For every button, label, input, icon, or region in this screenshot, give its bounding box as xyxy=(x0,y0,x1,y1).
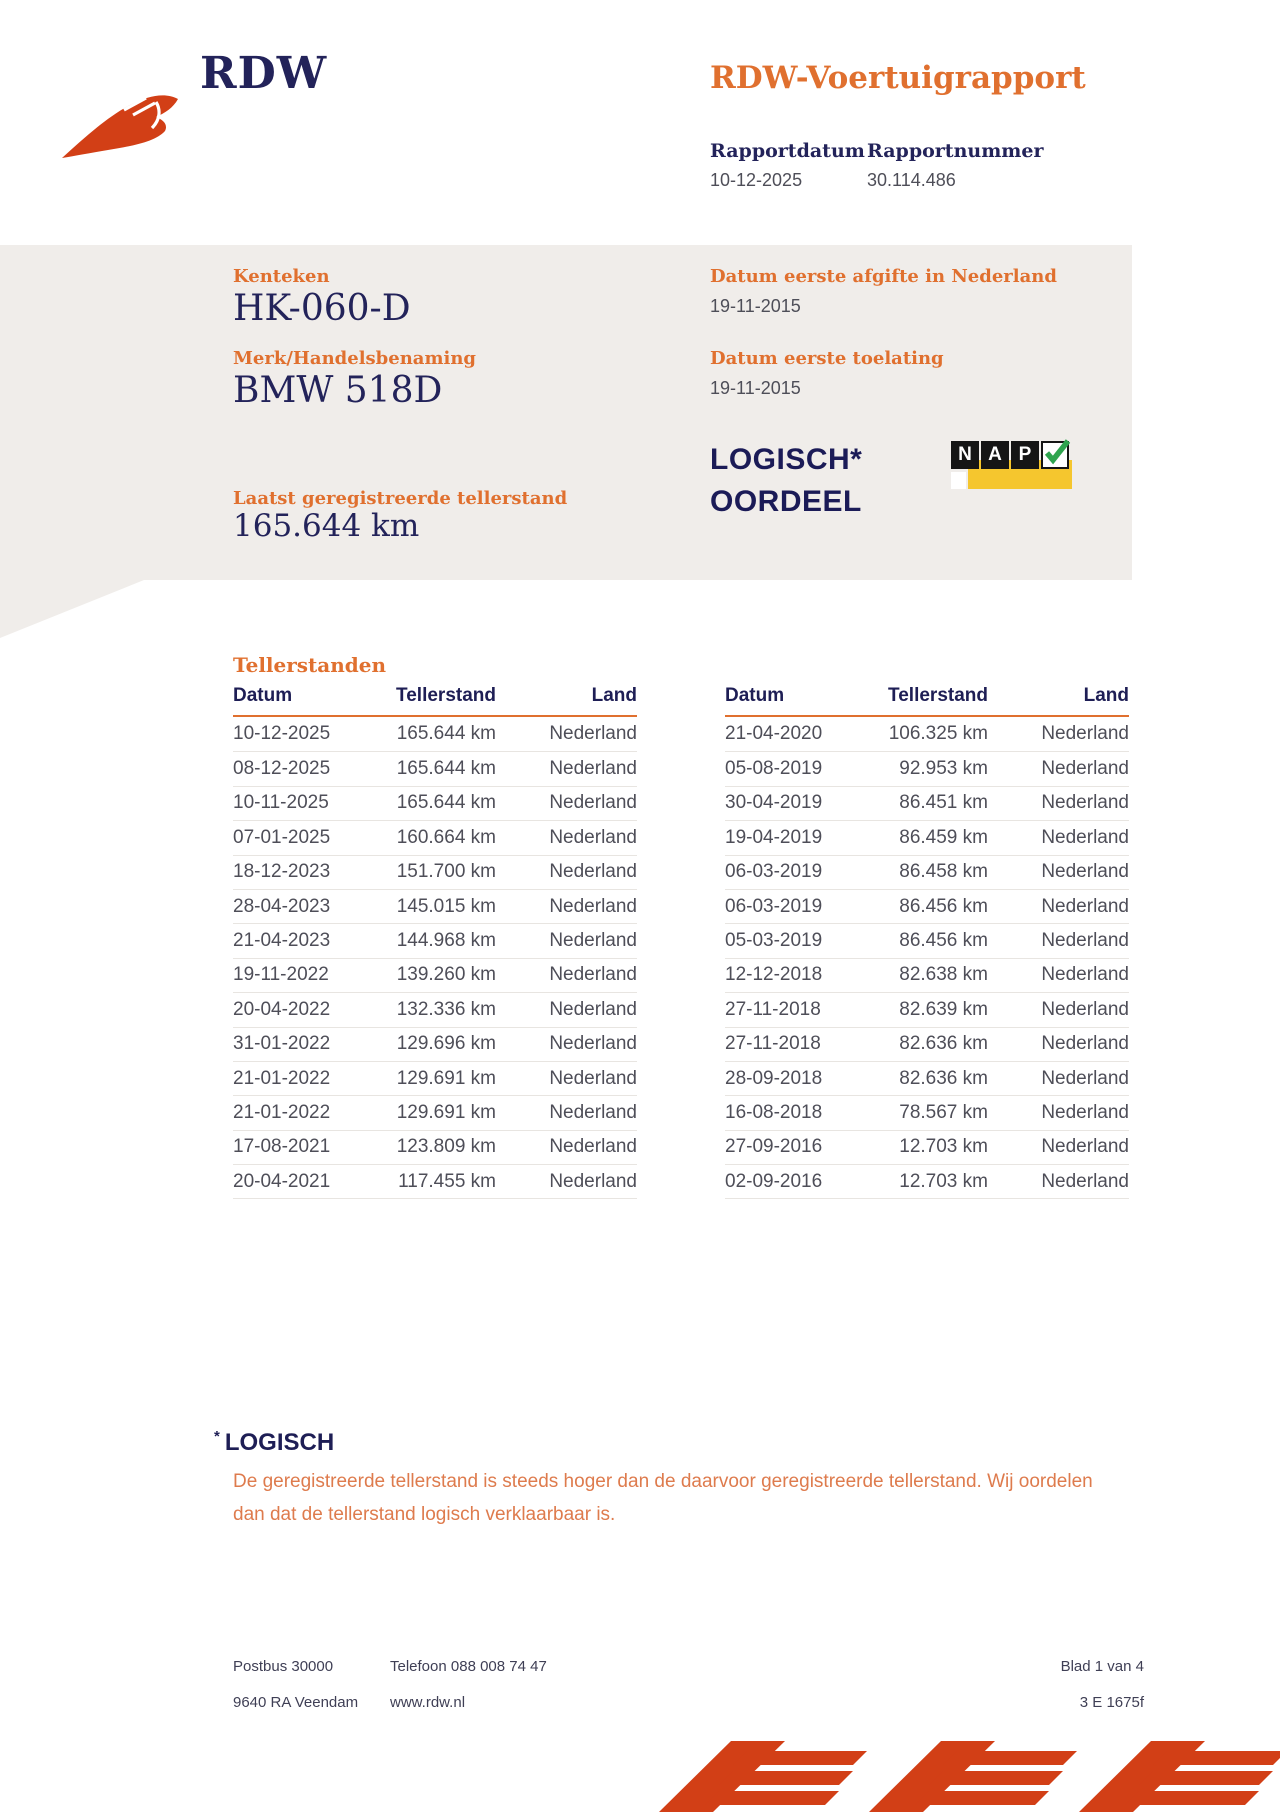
afgifte-value: 19-11-2015 xyxy=(710,296,801,316)
row-country: Nederland xyxy=(1041,758,1129,780)
col-header-tellerstand: Tellerstand xyxy=(888,685,988,706)
row-country: Nederland xyxy=(1041,964,1129,986)
row-date: 08-12-2025 xyxy=(233,758,331,780)
table-row xyxy=(233,751,637,785)
row-date: 21-01-2022 xyxy=(233,1101,331,1123)
row-country: Nederland xyxy=(549,1033,637,1055)
table-row xyxy=(233,1027,637,1061)
verdict-line1: LOGISCH* xyxy=(710,443,863,476)
row-odometer: 12.703 km xyxy=(899,1136,988,1158)
row-odometer: 151.700 km xyxy=(396,861,496,883)
table-row xyxy=(725,1095,1129,1129)
toelating-label: Datum eerste toelating xyxy=(710,348,944,369)
table-row xyxy=(233,717,637,751)
row-odometer: 82.636 km xyxy=(899,1067,988,1089)
table-row xyxy=(725,820,1129,854)
row-odometer: 86.456 km xyxy=(899,930,988,952)
row-odometer: 86.459 km xyxy=(899,826,988,848)
row-date: 27-11-2018 xyxy=(725,1033,821,1055)
row-date: 28-09-2018 xyxy=(725,1067,823,1089)
row-odometer: 165.644 km xyxy=(396,758,496,780)
row-date: 20-04-2021 xyxy=(233,1170,331,1192)
row-odometer: 129.691 km xyxy=(396,1101,496,1123)
table-row xyxy=(725,751,1129,785)
table-row xyxy=(725,958,1129,992)
row-country: Nederland xyxy=(549,758,637,780)
row-date: 31-01-2022 xyxy=(233,1033,331,1055)
row-date: 06-03-2019 xyxy=(725,895,823,917)
row-odometer: 82.639 km xyxy=(899,998,988,1020)
row-date: 05-03-2019 xyxy=(725,930,823,952)
report-number-label: Rapportnummer xyxy=(867,140,1044,162)
nap-letter-n: N xyxy=(951,441,979,469)
row-odometer: 117.455 km xyxy=(398,1170,496,1192)
row-country: Nederland xyxy=(549,723,637,745)
row-odometer: 92.953 km xyxy=(899,758,988,780)
kenteken-label: Kenteken xyxy=(233,266,330,287)
row-date: 12-12-2018 xyxy=(725,964,823,986)
row-date: 10-12-2025 xyxy=(233,723,331,745)
row-odometer: 12.703 km xyxy=(899,1170,988,1192)
table-header xyxy=(233,682,637,717)
row-odometer: 106.325 km xyxy=(888,723,988,745)
row-odometer: 165.644 km xyxy=(396,723,496,745)
nap-letter-a: A xyxy=(981,441,1009,469)
row-country: Nederland xyxy=(549,826,637,848)
row-date: 27-11-2018 xyxy=(725,998,821,1020)
logisch-explanation-text: De geregistreerde tellerstand is steeds hoger dan de daarvoor geregistreerde tellerstand. Wij oordelen dan dat de tellerstand logisch verklaarbaar is. xyxy=(233,1471,1093,1525)
row-date: 30-04-2019 xyxy=(725,792,823,814)
row-date: 10-11-2025 xyxy=(233,792,329,814)
merk-label: Merk/Handelsbenaming xyxy=(233,348,477,369)
col-header-datum: Datum xyxy=(725,685,785,706)
row-date: 16-08-2018 xyxy=(725,1101,823,1123)
row-odometer: 139.260 km xyxy=(396,964,496,986)
rdw-logo-text: RDW xyxy=(200,48,328,99)
logisch-title-text: LOGISCH xyxy=(224,1429,335,1456)
row-country: Nederland xyxy=(1041,723,1129,745)
row-country: Nederland xyxy=(549,792,637,814)
row-odometer: 145.015 km xyxy=(396,895,496,917)
table-row xyxy=(233,1061,637,1095)
row-country: Nederland xyxy=(549,998,637,1020)
rdw-stripe-graphic xyxy=(655,1733,1280,1812)
asterisk: * xyxy=(214,1428,220,1445)
row-country: Nederland xyxy=(1041,998,1129,1020)
row-odometer: 86.451 km xyxy=(899,792,988,814)
footer-phone: Telefoon 088 008 74 47 xyxy=(390,1658,547,1675)
row-country: Nederland xyxy=(1041,1101,1129,1123)
row-odometer: 123.809 km xyxy=(396,1136,496,1158)
merk-value: BMW 518D xyxy=(233,370,443,411)
row-country: Nederland xyxy=(1041,1067,1129,1089)
table-row xyxy=(233,889,637,923)
table-row xyxy=(725,717,1129,751)
table-row xyxy=(233,855,637,889)
row-country: Nederland xyxy=(549,861,637,883)
nap-checkmark-icon xyxy=(1041,441,1069,469)
footer-form-code: 3 E 1675f xyxy=(1079,1694,1144,1711)
row-date: 07-01-2025 xyxy=(233,826,331,848)
row-odometer: 82.638 km xyxy=(899,964,988,986)
row-country: Nederland xyxy=(1041,895,1129,917)
row-odometer: 165.644 km xyxy=(396,792,496,814)
row-odometer: 129.691 km xyxy=(396,1067,496,1089)
row-date: 21-01-2022 xyxy=(233,1067,331,1089)
table-row xyxy=(233,786,637,820)
row-date: 17-08-2021 xyxy=(233,1136,331,1158)
table-row xyxy=(725,855,1129,889)
footer-page-number: Blad 1 van 4 xyxy=(1060,1658,1144,1675)
page-title: RDW-Voertuigrapport xyxy=(710,60,1086,96)
table-row xyxy=(233,958,637,992)
nap-logo xyxy=(951,441,1075,499)
table-row xyxy=(233,1130,637,1164)
tellerstanden-table-right xyxy=(725,682,1129,1199)
report-date-label: Rapportdatum xyxy=(710,140,865,162)
table-row xyxy=(233,820,637,854)
row-date: 21-04-2020 xyxy=(725,723,823,745)
row-country: Nederland xyxy=(1041,1136,1129,1158)
table-row xyxy=(233,923,637,957)
table-row xyxy=(725,923,1129,957)
row-odometer: 160.664 km xyxy=(396,826,496,848)
row-country: Nederland xyxy=(1041,861,1129,883)
footer-website: www.rdw.nl xyxy=(390,1694,466,1711)
row-odometer: 144.968 km xyxy=(396,930,496,952)
table-row xyxy=(233,1095,637,1129)
row-odometer: 86.458 km xyxy=(899,861,988,883)
report-date-value: 10-12-2025 xyxy=(710,170,803,190)
table-row xyxy=(725,889,1129,923)
row-country: Nederland xyxy=(549,1136,637,1158)
row-odometer: 82.636 km xyxy=(899,1033,988,1055)
table-row xyxy=(233,992,637,1026)
row-date: 28-04-2023 xyxy=(233,895,331,917)
col-header-land: Land xyxy=(591,685,637,706)
laatste-tellerstand-label: Laatst geregistreerde tellerstand xyxy=(233,488,568,509)
table-row xyxy=(725,786,1129,820)
report-number-value: 30.114.486 xyxy=(867,170,956,190)
row-country: Nederland xyxy=(1041,1170,1129,1192)
row-date: 02-09-2016 xyxy=(725,1170,823,1192)
logisch-explanation-title xyxy=(214,1428,334,1457)
row-country: Nederland xyxy=(549,1170,637,1192)
row-country: Nederland xyxy=(1041,826,1129,848)
nap-letter-p: P xyxy=(1011,441,1039,469)
row-country: Nederland xyxy=(549,1101,637,1123)
table-row xyxy=(725,992,1129,1026)
row-odometer: 78.567 km xyxy=(899,1101,988,1123)
footer-address-line1: Postbus 30000 xyxy=(233,1658,334,1675)
nap-white-block xyxy=(951,472,966,489)
row-date: 05-08-2019 xyxy=(725,758,823,780)
table-header xyxy=(725,682,1129,717)
row-date: 19-11-2022 xyxy=(233,964,329,986)
toelating-value: 19-11-2015 xyxy=(710,378,801,398)
row-country: Nederland xyxy=(549,895,637,917)
row-date: 19-04-2019 xyxy=(725,826,823,848)
tellerstanden-table-left xyxy=(233,682,637,1199)
row-date: 06-03-2019 xyxy=(725,861,823,883)
table-row xyxy=(725,1130,1129,1164)
table-row xyxy=(725,1027,1129,1061)
col-header-tellerstand: Tellerstand xyxy=(396,685,496,706)
afgifte-label: Datum eerste afgifte in Nederland xyxy=(710,266,1057,287)
table-row xyxy=(233,1164,637,1198)
table-row xyxy=(725,1164,1129,1198)
row-country: Nederland xyxy=(1041,1033,1129,1055)
row-date: 21-04-2023 xyxy=(233,930,331,952)
row-date: 20-04-2022 xyxy=(233,998,331,1020)
rdw-feather-logo-icon xyxy=(56,82,188,164)
laatste-tellerstand-value: 165.644 km xyxy=(233,508,420,544)
row-date: 27-09-2016 xyxy=(725,1136,823,1158)
row-odometer: 132.336 km xyxy=(396,998,496,1020)
row-date: 18-12-2023 xyxy=(233,861,331,883)
row-country: Nederland xyxy=(1041,792,1129,814)
tellerstanden-title: Tellerstanden xyxy=(233,653,387,677)
row-country: Nederland xyxy=(549,964,637,986)
row-country: Nederland xyxy=(549,930,637,952)
col-header-land: Land xyxy=(1083,685,1129,706)
row-odometer: 86.456 km xyxy=(899,895,988,917)
col-header-datum: Datum xyxy=(233,685,293,706)
row-country: Nederland xyxy=(549,1067,637,1089)
row-country: Nederland xyxy=(1041,930,1129,952)
table-rows xyxy=(233,717,637,1199)
kenteken-value: HK-060-D xyxy=(233,288,411,329)
row-odometer: 129.696 km xyxy=(396,1033,496,1055)
footer-address-line2: 9640 RA Veendam xyxy=(233,1694,359,1711)
verdict-line2: OORDEEL xyxy=(710,485,862,518)
table-row xyxy=(725,1061,1129,1095)
table-rows xyxy=(725,717,1129,1199)
